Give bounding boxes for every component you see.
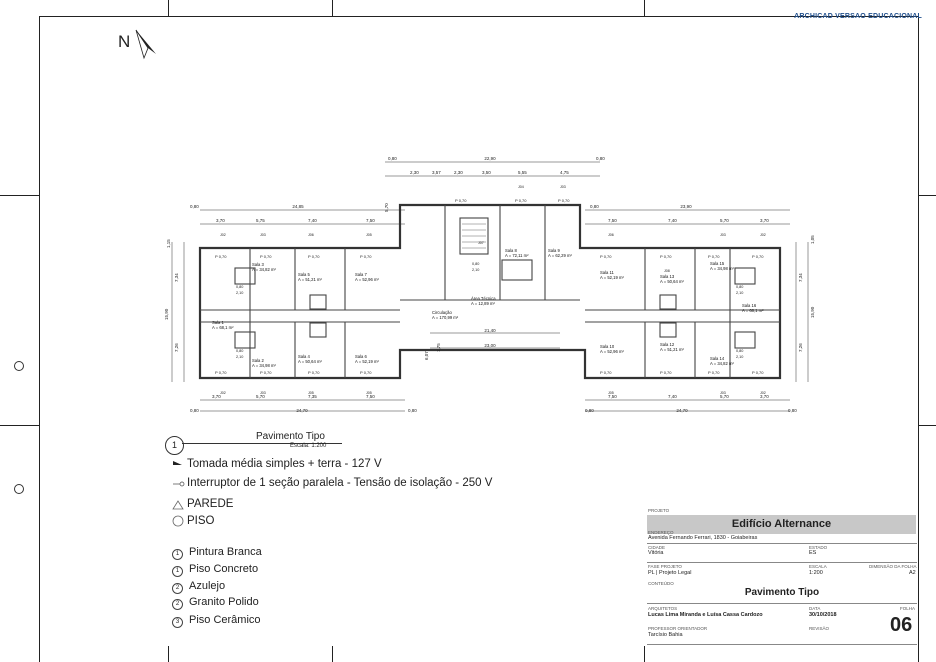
dim-bottom-seg: 7,50 — [608, 394, 617, 399]
dim-side: 1,05 — [810, 235, 815, 244]
wc-dim: 2,10 — [236, 291, 244, 295]
window-label: P 0,70 — [558, 198, 570, 203]
dim-top-seg: 2,30 — [410, 170, 419, 175]
dim-bottom-total: 24,70 — [676, 408, 688, 413]
frame-tick — [332, 0, 333, 16]
title-block — [647, 508, 917, 662]
door-tag: J05 — [608, 391, 614, 395]
wc-dim: 0,80 — [236, 285, 244, 289]
window-label: P 0,70 — [260, 254, 272, 259]
tb-arquitetos-label: ARQUITETOS — [648, 606, 678, 611]
material-number: 3 — [172, 617, 183, 628]
room-name: Sala 13 — [660, 274, 675, 279]
dim-top-seg: 4,75 — [560, 170, 569, 175]
door-tag: J02 — [220, 233, 226, 237]
dim-bottom-total: 24,70 — [296, 408, 308, 413]
door-tag: J03 — [720, 391, 726, 395]
window-label: P 0,70 — [708, 254, 720, 259]
north-arrow — [118, 32, 130, 52]
room-name: Sala 12 — [660, 342, 675, 347]
wc-dim: 0,80 — [736, 349, 744, 353]
room-name: Sala 7 — [355, 272, 367, 277]
window-label: P 0,70 — [455, 198, 467, 203]
room-name: Sala 14 — [710, 356, 725, 361]
room-area: A = 50,64 m² — [298, 359, 322, 364]
room-area: A = 34,98 m² — [252, 363, 276, 368]
room-name: Sala 15 — [710, 261, 725, 266]
tb-arquitetos: Lucas Lima Miranda e Luísa Cassa Cardozo — [648, 612, 763, 618]
material-label: Piso Cerâmico — [189, 614, 261, 626]
dim-bottom-offset: 0,80 — [585, 408, 594, 413]
dim-side: 7,26 — [798, 343, 803, 352]
wc-dim: 0,80 — [736, 285, 744, 289]
tb-endereco-label: ENDEREÇO — [648, 530, 674, 535]
material-label: Pintura Branca — [189, 546, 262, 558]
tb-estado: ES — [809, 550, 817, 556]
drawing-scale: Escala: 1:200 — [290, 443, 327, 449]
binding-hole — [14, 484, 24, 494]
wc-dim: 0,80 — [236, 349, 244, 353]
dim-middle: 23,00 — [484, 343, 496, 348]
room-area: A = 52,96 m² — [600, 349, 624, 354]
tb-cidade: Vitória — [648, 550, 664, 556]
wc-dim: 2,10 — [736, 355, 744, 359]
frame-tick — [0, 425, 39, 426]
dim-side: 15,90 — [810, 306, 815, 318]
dim-top-seg: 3,57 — [432, 170, 441, 175]
door-tag: J05 — [366, 233, 372, 237]
room-name: Sala 2 — [252, 358, 264, 363]
dim-bottom-offset: 0,80 — [408, 408, 417, 413]
legend-item-outlet: Tomada média simples + terra - 127 V — [187, 458, 382, 470]
tb-escala: 1:200 — [809, 570, 823, 576]
legend-symbols — [170, 458, 186, 538]
frame-tick — [644, 646, 645, 662]
frame-tick — [168, 646, 169, 662]
dim-bottom-seg: 3,70 — [212, 394, 221, 399]
room-name: Sala 5 — [298, 272, 310, 277]
dim-side: 5,70 — [384, 203, 389, 212]
room-name: Área Técnica — [471, 296, 496, 301]
window-label: P 0,70 — [660, 370, 672, 375]
material-number: 2 — [172, 599, 183, 610]
tb-divider — [647, 603, 917, 604]
wc-dim: 2,10 — [236, 355, 244, 359]
dim-left-seg: 3,70 — [216, 218, 225, 223]
frame-tick — [644, 0, 645, 16]
room-name: Sala 9 — [548, 248, 560, 253]
dim-top-offset: 0,80 — [388, 156, 397, 161]
dim-side: 6,07 — [424, 351, 429, 360]
tb-professor: Tarcísio Bahia — [648, 632, 683, 638]
door-tag: J06 — [608, 233, 614, 237]
tb-data: 30/10/2018 — [809, 612, 837, 618]
window-label: P 0,70 — [215, 370, 227, 375]
dim-right-seg: 7,40 — [668, 218, 677, 223]
edu-watermark: ARCHICAD VERSAO EDUCACIONAL — [794, 13, 922, 20]
drawing-number: 1 — [165, 436, 184, 455]
door-tag: J07 — [478, 241, 484, 245]
room-area: A = 52,96 m² — [355, 277, 379, 282]
dim-right-seg: 7,50 — [608, 218, 617, 223]
dim-bottom-offset: 0,80 — [788, 408, 797, 413]
room-name: Sala 6 — [355, 354, 367, 359]
door-tag: J04 — [518, 185, 524, 189]
window-label: P 0,70 — [360, 370, 372, 375]
north-label: N — [118, 32, 131, 51]
material-number: 2 — [172, 583, 183, 594]
floor-plan — [160, 150, 820, 420]
tb-professor-label: PROFESSOR ORIENTADOR — [648, 626, 708, 631]
dim-left-seg: 7,50 — [366, 218, 375, 223]
dim-left-total: 24,85 — [292, 204, 304, 209]
dim-top-seg: 5,55 — [518, 170, 527, 175]
tb-folha: 06 — [890, 614, 913, 636]
room-area: A = 34,98 m² — [710, 266, 734, 271]
dim-right-total: 23,90 — [680, 204, 692, 209]
window-label: P 0,70 — [360, 254, 372, 259]
dim-side: 1,15 — [166, 239, 171, 248]
door-tag: J03 — [720, 233, 726, 237]
dim-side: 7,26 — [174, 343, 179, 352]
room-area: A = 34,82 m² — [252, 267, 276, 272]
door-tag: J05 — [366, 391, 372, 395]
dim-top-total: 22,90 — [484, 156, 496, 161]
window-label: P 0,70 — [708, 370, 720, 375]
frame-tick — [919, 425, 936, 426]
binding-hole — [14, 361, 24, 371]
wc-dim: 2,10 — [472, 268, 480, 272]
legend-item-switch: Interruptor de 1 seção paralela - Tensão de isolação - 250 V — [187, 477, 493, 489]
room-area: A = 51,21 m² — [298, 277, 322, 282]
frame-tick — [332, 646, 333, 662]
tb-divider — [647, 644, 917, 645]
door-tag: J02 — [760, 233, 766, 237]
room-name: Sala 10 — [600, 344, 615, 349]
room-area: A = 34,82 m² — [710, 361, 734, 366]
door-tag: J03 — [560, 185, 566, 189]
north-arrow-icon — [134, 28, 158, 60]
material-number: 1 — [172, 566, 183, 577]
legend-item-wall: PAREDE — [187, 498, 234, 510]
room-name: Sala 4 — [298, 354, 310, 359]
legend-item-floor: PISO — [187, 515, 215, 527]
dim-right-seg: 3,70 — [760, 218, 769, 223]
door-tag: J02 — [220, 391, 226, 395]
dim-side: 1,75 — [436, 343, 441, 352]
dim-bottom-offset: 0,80 — [190, 408, 199, 413]
dim-bottom-seg: 7,35 — [308, 394, 317, 399]
window-label: P 0,70 — [215, 254, 227, 259]
window-label: P 0,70 — [308, 370, 320, 375]
dim-bottom-seg: 5,70 — [720, 394, 729, 399]
room-area: A = 62,29 m² — [548, 253, 572, 258]
wall-icon — [173, 501, 183, 509]
floor-icon — [173, 516, 183, 526]
dim-left-offset: 0,80 — [190, 204, 199, 209]
dim-middle: 21,40 — [484, 328, 496, 333]
dim-side: 7,34 — [798, 273, 803, 282]
window-label: P 0,70 — [752, 254, 764, 259]
dim-left-seg: 5,75 — [256, 218, 265, 223]
tb-divider — [647, 543, 917, 544]
tb-divider — [647, 562, 917, 563]
dim-side: 15,90 — [164, 308, 169, 320]
room-area: A = 170,99 m² — [432, 315, 459, 320]
door-tag: J03 — [260, 391, 266, 395]
door-tag: J03 — [260, 233, 266, 237]
wc-dim: 2,10 — [736, 291, 744, 295]
room-name: Circulação — [432, 310, 452, 315]
frame-tick — [919, 195, 936, 196]
room-area: A = 12,89 m² — [471, 301, 495, 306]
dim-top-offset: 0,80 — [596, 156, 605, 161]
dim-bottom-seg: 3,70 — [760, 394, 769, 399]
tb-conteudo: Pavimento Tipo — [744, 587, 820, 598]
dim-right-seg: 5,70 — [720, 218, 729, 223]
tb-escala-label: ESCALA — [809, 564, 827, 569]
room-area: A = 68,1 m² — [212, 325, 234, 330]
window-label: P 0,70 — [515, 198, 527, 203]
material-label: Piso Concreto — [189, 563, 259, 575]
tb-folha-label: FOLHA — [900, 606, 916, 611]
tb-endereco: Avenida Fernando Ferrari, 1830 - Goiabeiras — [648, 535, 758, 541]
outlet-icon — [173, 461, 182, 465]
room-name: Sala 3 — [252, 262, 264, 267]
room-area: A = 52,19 m² — [355, 359, 379, 364]
tb-projeto: Edifício Alternance — [731, 518, 832, 530]
frame-tick — [0, 195, 39, 196]
room-name: Sala 11 — [600, 270, 614, 275]
tb-projeto-label: PROJETO — [648, 508, 670, 513]
frame-tick — [168, 0, 169, 16]
room-name: Sala 8 — [505, 248, 517, 253]
room-name: Sala 16 — [742, 303, 757, 308]
dim-bottom-seg: 7,40 — [668, 394, 677, 399]
wc-dim: 0,80 — [472, 262, 480, 266]
door-tag: J05 — [308, 391, 314, 395]
window-label: P 0,70 — [660, 254, 672, 259]
room-area: A = 51,21 m² — [660, 347, 684, 352]
door-tag: J02 — [760, 391, 766, 395]
drawing-title: Pavimento Tipo — [256, 431, 325, 442]
dim-bottom-seg: 5,70 — [256, 394, 265, 399]
material-label: Azulejo — [189, 580, 226, 592]
tb-revisao-label: REVISÃO — [809, 626, 830, 631]
tb-fase-label: FASE PROJETO — [648, 564, 682, 569]
dim-top-seg: 2,30 — [454, 170, 463, 175]
tb-estado-label: ESTADO — [809, 545, 828, 550]
room-area: A = 72,11 m² — [505, 253, 529, 258]
window-label: P 0,70 — [600, 254, 612, 259]
window-label: P 0,70 — [260, 370, 272, 375]
switch-icon — [173, 482, 184, 486]
tb-data-label: DATA — [809, 606, 821, 611]
room-name: Sala 1 — [212, 320, 224, 325]
room-area: A = 52,19 m² — [600, 275, 624, 280]
dim-bottom-seg: 7,50 — [366, 394, 375, 399]
door-tag: J08 — [664, 269, 670, 273]
tb-dimensao: A2 — [909, 570, 916, 576]
tb-cidade-label: CIDADE — [648, 545, 666, 550]
room-area: A = 68,1 m² — [742, 308, 764, 313]
window-label: P 0,70 — [752, 370, 764, 375]
dim-left-seg: 7,40 — [308, 218, 317, 223]
dim-right-offset: 0,80 — [590, 204, 599, 209]
door-tag: J06 — [308, 233, 314, 237]
dim-side: 7,34 — [174, 273, 179, 282]
dim-top-seg: 3,50 — [482, 170, 491, 175]
tb-dimensao-label: DIMENSÃO DA FOLHA — [869, 564, 917, 569]
tb-conteudo-label: CONTEÚDO — [648, 581, 674, 586]
tb-fase: PL | Projeto Legal — [648, 570, 692, 576]
window-label: P 0,70 — [308, 254, 320, 259]
window-label: P 0,70 — [600, 370, 612, 375]
material-label: Granito Polido — [189, 596, 259, 608]
room-area: A = 50,64 m² — [660, 279, 684, 284]
material-number: 1 — [172, 549, 183, 560]
